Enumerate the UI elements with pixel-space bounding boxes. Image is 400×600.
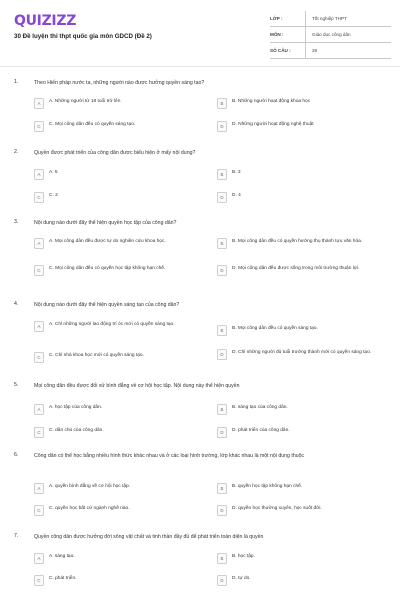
question-text: Nội dung nào dưới đây thể hiện quyền học tập của công dân? (34, 220, 177, 226)
option-letter: D (217, 427, 227, 438)
question-text: Công dân có thể học bằng nhiều hình thức khác nhau và ở các loại hình trường, lớp khác nhau là một nội dung thuộc (34, 453, 305, 459)
option-letter: B (217, 404, 227, 415)
option-letter: A (34, 553, 44, 564)
option-text: C. Mọi công dân đều có quyền học tập không hạn chế. (49, 266, 166, 271)
question-number: 3. (14, 219, 19, 225)
option-letter: C (34, 505, 44, 516)
option-letter: D (217, 265, 227, 276)
option-letter: B (217, 483, 227, 494)
option-text: C. Mọi công dân đều có quyền sáng tạo. (49, 122, 136, 127)
option-text: C. 2 (49, 193, 58, 198)
quizizz-logo: QUIZIZZ (14, 13, 77, 29)
option-text: A. 5 (49, 170, 58, 175)
question-text: Quyền công dân được hưởng đời sống vật chất và tinh thần đầy đủ để phát triển toàn diện là quyền (34, 534, 264, 540)
option-letter: B (217, 98, 227, 109)
option-text: C. phát triển. (49, 576, 77, 581)
option-letter: C (34, 352, 44, 363)
option-letter: A (34, 404, 44, 415)
option-text: B. 3 (232, 170, 241, 175)
worksheet-title: 30 Đề luyện thi thpt quốc gia môn GDCD (Đề 2) (14, 33, 152, 40)
meta-value: Tốt nghiệp THPT (305, 11, 391, 26)
option-text: D. tự do. (232, 576, 251, 581)
meta-value: 29 (305, 43, 391, 58)
option-text: B. Mọi công dân đều có quyền sáng tạo. (232, 326, 318, 331)
meta-row-subject (270, 27, 391, 43)
meta-row-count (270, 43, 391, 59)
meta-label: LỚP : (270, 16, 283, 21)
option-text: A. quyền bình đẳng về cơ hội học tập. (49, 484, 131, 489)
question-number: 1. (14, 79, 19, 85)
option-text: D. phát triển của công dân. (232, 428, 290, 433)
header-divider (0, 66, 400, 67)
option-text: A. Chỉ những người lao động trí óc mới có quyền sáng tạo. (49, 322, 175, 327)
option-letter: D (217, 505, 227, 516)
option-text: B. Mọi công dân đều có quyền hưởng thụ thành tựu văn hóa. (232, 239, 363, 244)
question-text: Theo Hiến pháp nước ta, những người nào được hưởng quyền sáng tạo? (34, 80, 205, 86)
option-letter: A (34, 98, 44, 109)
meta-row-class (270, 11, 391, 27)
option-letter: B (217, 325, 227, 336)
option-text: D. Mọi công dân đều được sống trong môi trường thuận lợi. (232, 266, 360, 271)
option-text: D. quyền học thường xuyên, học suốt đời. (232, 506, 322, 511)
option-letter: C (34, 265, 44, 276)
meta-table (270, 11, 391, 59)
option-letter: A (34, 169, 44, 180)
option-letter: B (217, 238, 227, 249)
option-text: C. Chỉ nhà khoa học mới có quyền sáng tạo. (49, 353, 144, 358)
option-letter: A (34, 483, 44, 494)
option-letter: D (217, 121, 227, 132)
option-letter: B (217, 553, 227, 564)
option-letter: D (217, 349, 227, 360)
option-text: A. sáng tạo. (49, 554, 75, 559)
option-text: D. 4 (232, 193, 241, 198)
question-text: Quyền được phát triển của công dân được biểu hiện ở mấy nội dung? (34, 150, 196, 156)
option-text: A. học tập của công dân. (49, 405, 103, 410)
question-number: 6. (14, 452, 19, 458)
question-text: Nội dung nào dưới đây thể hiện quyền sáng tạo của công dân? (34, 302, 180, 308)
option-text: C. quyền học bất cứ ngành nghề nào. (49, 506, 130, 511)
option-letter: B (217, 169, 227, 180)
question-number: 7. (14, 533, 19, 539)
option-letter: D (217, 575, 227, 586)
option-text: B. quyền học tập không hạn chế. (232, 484, 303, 489)
option-letter: D (217, 192, 227, 203)
option-text: A. Mọi công dân đều được tự do nghiên cứu khoa học. (49, 239, 166, 244)
option-letter: A (34, 321, 44, 332)
meta-label: SỐ CÂU : (270, 48, 291, 53)
option-letter: C (34, 121, 44, 132)
meta-value: Giáo dục công dân (305, 27, 391, 42)
meta-label: MÔN : (270, 32, 284, 37)
option-text: D. Chỉ những người đủ tuổi trưởng thành mới có quyền sáng tạo. (232, 350, 372, 355)
question-text: Mọi công dân đều được đối xử bình đẳng về cơ hội học tập. Nội dung này thể hiện quyền (34, 383, 240, 389)
option-letter: C (34, 192, 44, 203)
question-number: 2. (14, 149, 19, 155)
option-text: B. sáng tạo của công dân. (232, 405, 288, 410)
option-letter: C (34, 427, 44, 438)
option-text: B. học tập. (232, 554, 255, 559)
option-text: D. Những người hoạt động nghệ thuật (232, 122, 314, 127)
option-letter: C (34, 575, 44, 586)
option-letter: A (34, 238, 44, 249)
option-text: B. Những người hoạt động khoa học (232, 99, 311, 104)
option-text: C. dân chủ của công dân. (49, 428, 104, 433)
question-number: 4. (14, 301, 19, 307)
question-number: 5. (14, 382, 19, 388)
option-text: A. Những người từ 18 tuổi trở lên (49, 99, 121, 104)
